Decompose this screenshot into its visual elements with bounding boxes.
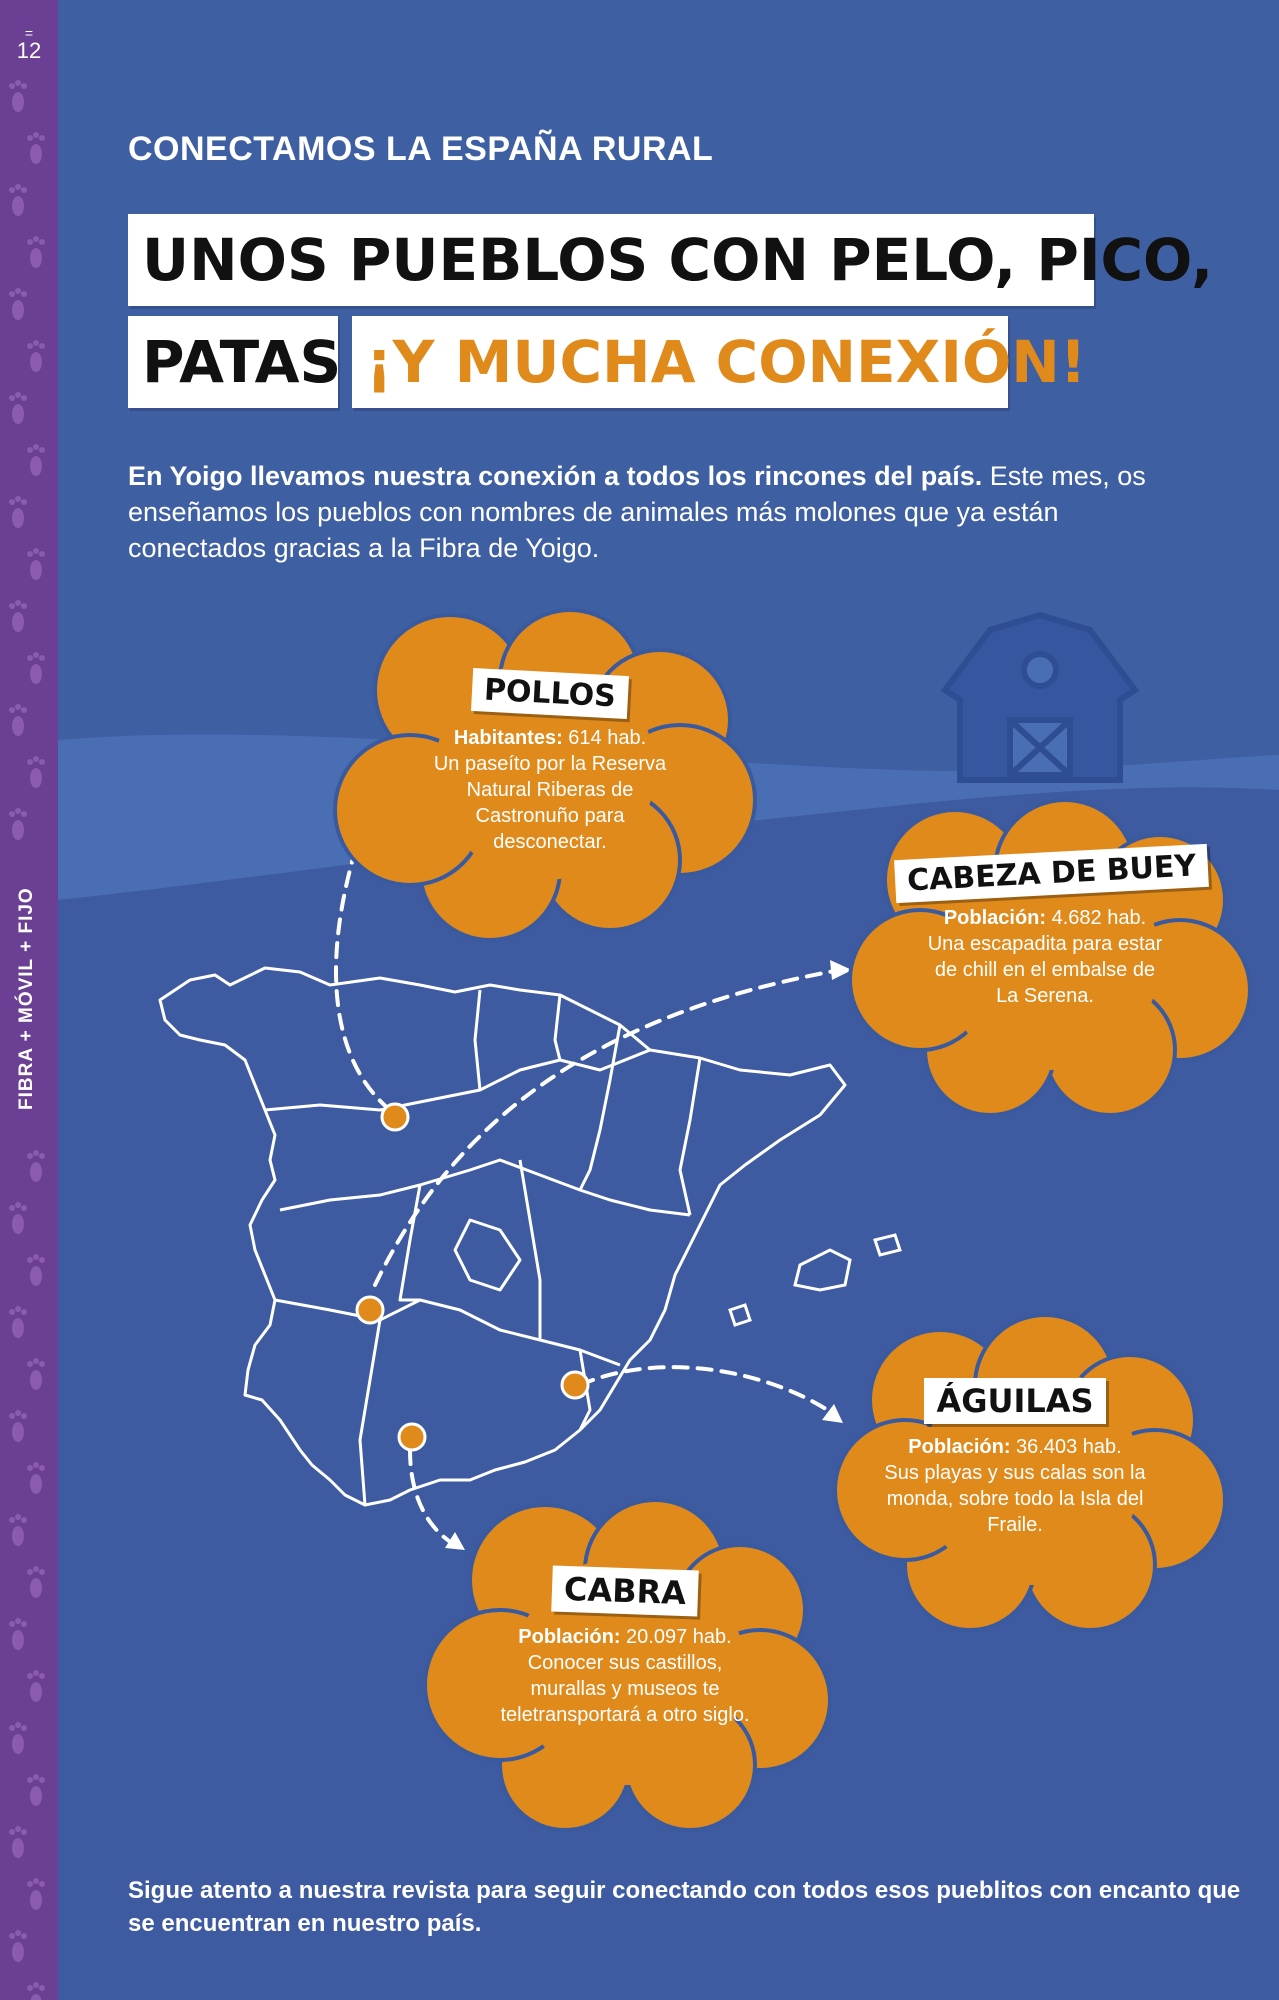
intro-paragraph bbox=[128, 458, 1188, 566]
stat-value: 36.403 hab. bbox=[1010, 1436, 1122, 1458]
town-info bbox=[880, 1434, 1150, 1538]
intro-bold: En Yoigo llevamos nuestra conexión a todos los rincones del país. bbox=[128, 461, 983, 491]
barn-icon bbox=[945, 615, 1135, 780]
town-name: ÁGUILAS bbox=[924, 1378, 1105, 1424]
stat-label: Habitantes: bbox=[453, 727, 563, 749]
intro-rest: Este mes, os enseñamos los pueblos con nombres de animales más molones que ya están conectados gracias a la Fibra de Yoigo. bbox=[128, 461, 1146, 563]
town-card-aguilas bbox=[880, 1378, 1150, 1538]
headline-line2b: ¡Y MUCHA CONEXIÓN! bbox=[352, 316, 1008, 408]
stat-value: 614 hab. bbox=[562, 727, 647, 749]
stat-value: 20.097 hab. bbox=[620, 1626, 732, 1648]
dot-aguilas bbox=[562, 1372, 588, 1398]
page-mark: = bbox=[24, 25, 34, 41]
town-desc: Conocer sus castillos, murallas y museos te teletransportará a otro siglo. bbox=[500, 1652, 750, 1726]
town-desc: Una escapadita para estar de chill en el embalse de La Serena. bbox=[927, 933, 1163, 1007]
town-card-cabeza-de-buey bbox=[895, 848, 1198, 1009]
page-number-value: 12 bbox=[16, 38, 42, 63]
section-kicker: CONECTAMOS LA ESPAÑA RURAL bbox=[128, 130, 714, 168]
town-info bbox=[420, 725, 680, 855]
town-card-cabra bbox=[495, 1568, 755, 1728]
town-desc: Sus playas y sus calas son la monda, sobre todo la Isla del Fraile. bbox=[884, 1462, 1146, 1536]
town-info bbox=[495, 1624, 755, 1728]
town-name: CABRA bbox=[551, 1565, 699, 1616]
stat-label: Población: bbox=[908, 1436, 1011, 1458]
headline-line1: UNOS PUEBLOS CON PELO, PICO, bbox=[128, 214, 1094, 306]
headline-line2a: PATAS bbox=[128, 316, 338, 408]
town-info bbox=[895, 905, 1195, 1009]
dot-cabra bbox=[399, 1424, 425, 1450]
dot-pollos bbox=[382, 1104, 408, 1130]
sidebar-label: FIBRA + MÓVIL + FIJO bbox=[16, 887, 37, 1110]
town-name: POLLOS bbox=[471, 668, 629, 719]
stat-label: Población: bbox=[943, 907, 1047, 929]
town-card-pollos bbox=[420, 672, 680, 855]
stat-value: 4.682 hab. bbox=[1046, 907, 1147, 929]
dot-cabeza-de-buey bbox=[357, 1297, 383, 1323]
town-name: CABEZA DE BUEY bbox=[894, 844, 1209, 903]
stat-label: Población: bbox=[518, 1626, 621, 1648]
town-desc: Un paseíto por la Reserva Natural Riberas de Castronuño para desconectar. bbox=[433, 753, 667, 853]
footer-note: Sigue atento a nuestra revista para seguir conectando con todos esos pueblitos con encanto que se encuentran en nuestro país. bbox=[128, 1877, 1241, 1937]
